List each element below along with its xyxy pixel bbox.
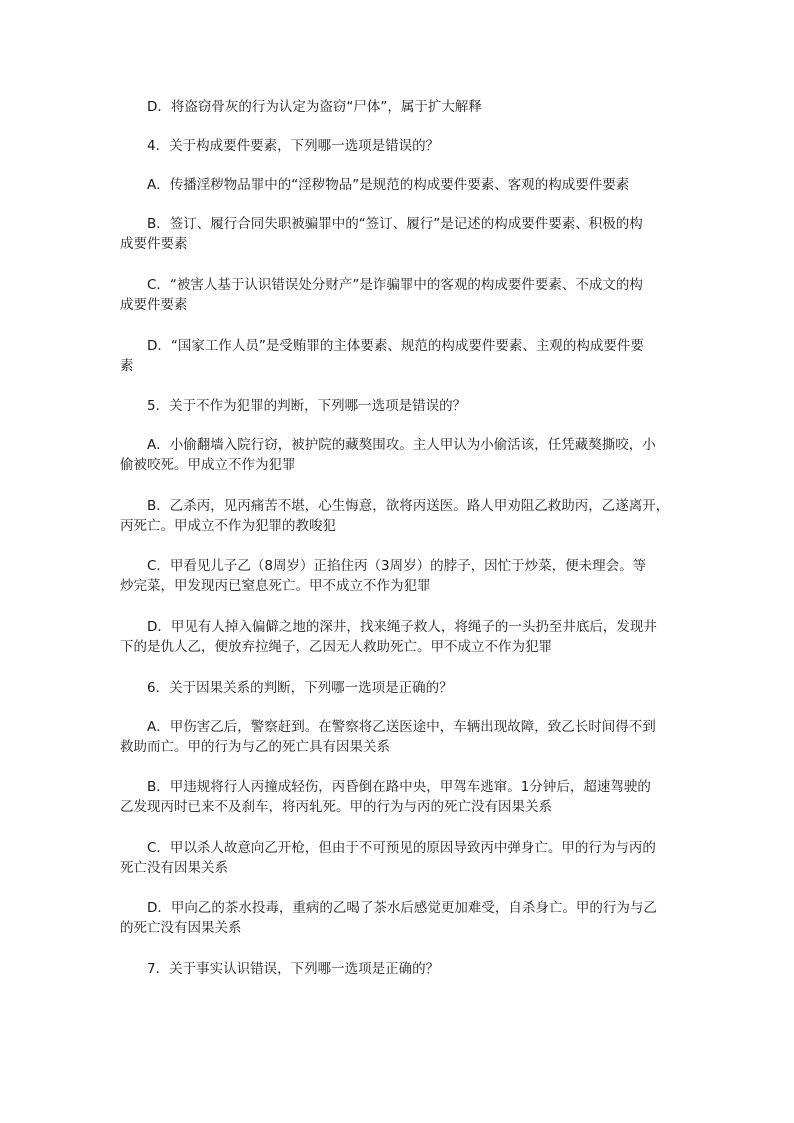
question-6 (120, 678, 680, 698)
option-a-q5 (120, 435, 680, 475)
option-b-q6 (120, 777, 680, 817)
text-line: D．甲向乙的茶水投毒，重病的乙喝了茶水后感觉更加难受，自杀身亡。甲的行为与乙 (147, 900, 657, 916)
question-5 (120, 396, 680, 416)
text-line: D．将盗窃骨灰的行为认定为盗窃“尸体”，属于扩大解释 (147, 99, 482, 115)
option-c-q4 (120, 275, 680, 315)
text-line: 成要件要素 (120, 297, 188, 313)
text-line: A．甲伤害乙后，警察赶到。在警察将乙送医途中，车辆出现故障，致乙长时间得不到 (147, 719, 656, 735)
text-line: B．甲违规将行人丙撞成轻伤，丙昏倒在路中央，甲驾车逃窜。1分钟后，超速驾驶的 (147, 779, 651, 795)
text-line: A．传播淫秽物品罪中的“淫秽物品”是规范的构成要件要素、客观的构成要件要素 (147, 177, 630, 193)
question-4 (120, 136, 680, 156)
option-a-q6 (120, 717, 680, 757)
text-line: 死亡没有因果关系 (120, 860, 228, 876)
text-line: 的死亡没有因果关系 (120, 920, 242, 936)
question-7 (120, 959, 680, 979)
text-line: B．签订、履行合同失职被骗罪中的“签订、履行”是记述的构成要件要素、积极的构 (147, 216, 643, 232)
text-line: 6．关于因果关系的判断，下列哪一选项是正确的？ (147, 680, 453, 696)
option-d-q3 (120, 97, 680, 117)
text-line: A．小偷翻墙入院行窃，被护院的藏獒围攻。主人甲认为小偷活该，任凭藏獒撕咬，小 (147, 437, 656, 453)
text-line: 5．关于不作为犯罪的判断，下列哪一选项是错误的？ (147, 398, 467, 414)
text-line: C．甲看见儿子乙（8周岁）正掐住丙（3周岁）的脖子，因忙于炒菜，便未理会。等 (147, 558, 647, 574)
text-line: 成要件要素 (120, 236, 188, 252)
text-line: D．甲见有人掉入偏僻之地的深井，找来绳子救人，将绳子的一头扔至井底后，发现井 (147, 619, 657, 635)
text-line: 4．关于构成要件要素，下列哪一选项是错误的？ (147, 138, 440, 154)
option-c-q6 (120, 838, 680, 878)
text-line: B．乙杀丙，见丙痛苦不堪，心生悔意，欲将丙送医。路人甲劝阻乙救助丙，乙遂离开， (147, 498, 670, 514)
text-line: D．“国家工作人员”是受贿罪的主体要素、规范的构成要件要素、主观的构成要件要 (147, 338, 644, 354)
text-line: 丙死亡。甲成立不作为犯罪的教唆犯 (120, 518, 336, 534)
text-line: C．甲以杀人故意向乙开枪，但由于不可预见的原因导致丙中弹身亡。甲的行为与丙的 (147, 840, 656, 856)
text-line: 乙发现丙时已来不及刹车，将丙轧死。甲的行为与丙的死亡没有因果关系 (120, 799, 552, 815)
text-line: 素 (120, 358, 134, 374)
text-line: 救助而亡。甲的行为与乙的死亡具有因果关系 (120, 739, 390, 755)
text-line: 7．关于事实认识错误，下列哪一选项是正确的？ (147, 961, 440, 977)
option-c-q5 (120, 556, 680, 596)
text-line: 下的是仇人乙，便放弃拉绳子，乙因无人救助死亡。甲不成立不作为犯罪 (120, 639, 552, 655)
option-d-q4 (120, 336, 680, 376)
option-d-q5 (120, 617, 680, 657)
option-d-q6 (120, 898, 680, 938)
option-b-q5 (120, 496, 680, 536)
text-line: 偷被咬死。甲成立不作为犯罪 (120, 457, 296, 473)
text-line: C．“被害人基于认识错误处分财产”是诈骗罪中的客观的构成要件要素、不成文的构 (147, 277, 643, 293)
option-b-q4 (120, 214, 680, 254)
option-a-q4 (120, 175, 680, 195)
text-line: 炒完菜，甲发现丙已窒息死亡。甲不成立不作为犯罪 (120, 578, 431, 594)
